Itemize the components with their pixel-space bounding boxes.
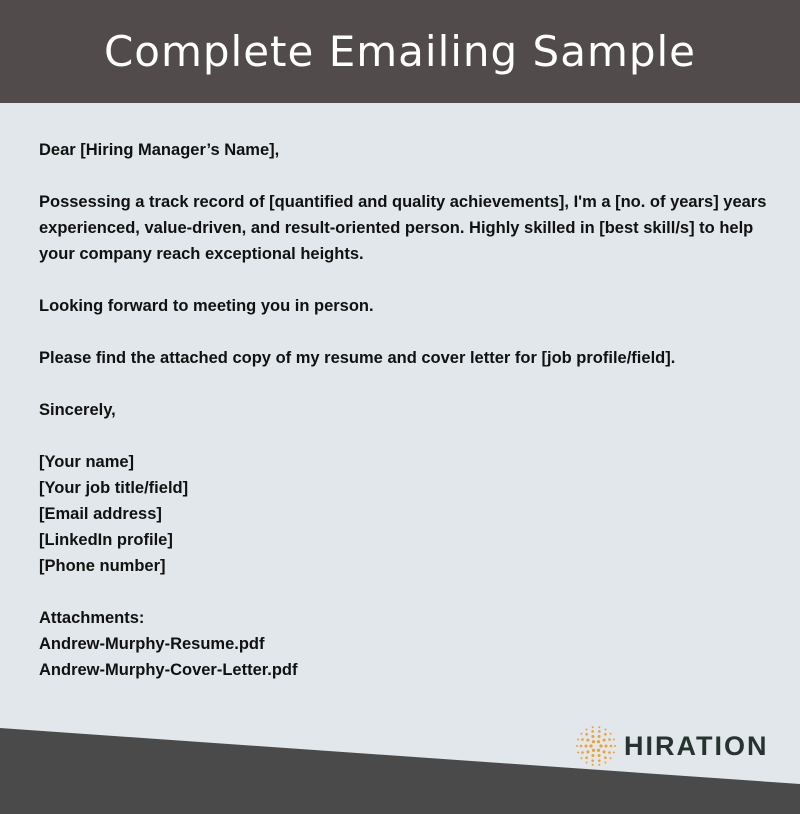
logo-dot — [585, 745, 588, 748]
salutation: Dear [Hiring Manager’s Name], — [39, 141, 280, 159]
body-paragraph-2: Looking forward to meeting you in person. — [39, 297, 374, 315]
logo-dot — [605, 761, 607, 763]
logo-dot — [598, 764, 600, 766]
logo-dot — [592, 764, 594, 766]
signature-email: [Email address] — [39, 505, 162, 523]
logo-dot — [591, 754, 594, 757]
logo-dot — [605, 745, 608, 748]
logo-dot — [591, 759, 594, 762]
logo-text: HIRATION — [624, 730, 769, 761]
signature-phone: [Phone number] — [39, 557, 166, 575]
logo-dot — [586, 761, 588, 763]
logo-dot — [604, 733, 607, 736]
logo-dot — [598, 726, 600, 728]
logo-dot — [597, 749, 600, 752]
attachments-label: Attachments: — [39, 609, 145, 627]
closing: Sincerely, — [39, 401, 116, 419]
logo-dot — [581, 738, 584, 741]
logo-dot — [608, 751, 611, 754]
logo-dot — [610, 745, 613, 748]
logo-dot — [580, 745, 583, 748]
logo-dot — [598, 759, 601, 762]
signature-job-title: [Your job title/field] — [39, 479, 189, 497]
logo-dot — [585, 756, 588, 759]
body-paragraph-3: Please find the attached copy of my resume and cover letter for [job profile/field]. — [39, 349, 676, 367]
logo-dot — [576, 745, 578, 747]
logo-dot — [577, 739, 579, 741]
logo-dot — [598, 754, 601, 757]
signature-name: [Your name] — [39, 453, 135, 471]
signature-linkedin: [LinkedIn profile] — [39, 531, 173, 549]
logo-dot — [586, 729, 588, 731]
logo-dot — [598, 730, 601, 733]
header-banner — [0, 0, 800, 103]
logo-dot — [603, 750, 606, 753]
logo-dot — [580, 733, 582, 735]
logo-dot — [605, 729, 607, 731]
logo-dot — [580, 757, 582, 759]
logo-dot — [589, 744, 592, 747]
logo-dot — [598, 735, 601, 738]
attachment-cover-letter: Andrew-Murphy-Cover-Letter.pdf — [39, 661, 298, 679]
logo-dot — [604, 756, 607, 759]
sunburst-dots-icon — [576, 726, 616, 766]
attachment-resume: Andrew-Murphy-Resume.pdf — [39, 635, 265, 653]
body-paragraph-1: Possessing a track record of [quantified and quality achievements], I'm a [no. of years] years experienced, value-driven, and result-oriented person. Highly skilled in [best skill/s] to help your company reach exceptional heights. — [39, 193, 767, 263]
logo-dot — [577, 751, 579, 753]
logo-dot — [613, 751, 615, 753]
logo-dot — [603, 739, 606, 742]
page-title: Complete Emailing Sample — [103, 27, 697, 76]
hiration-logo — [576, 726, 769, 766]
logo-dot — [585, 733, 588, 736]
logo-dot — [592, 726, 594, 728]
logo-dot — [613, 739, 615, 741]
logo-dot — [608, 738, 611, 741]
logo-dot — [599, 744, 602, 747]
logo-dot — [586, 750, 589, 753]
logo-dot — [610, 733, 612, 735]
email-letter — [39, 137, 769, 683]
logo-dot — [591, 730, 594, 733]
logo-dot — [591, 735, 594, 738]
logo-dot — [614, 745, 616, 747]
logo-dot — [592, 740, 595, 743]
logo-dot — [597, 740, 600, 743]
logo-dot — [586, 739, 589, 742]
logo-dot — [581, 751, 584, 754]
logo-dot — [610, 757, 612, 759]
logo-dot — [592, 749, 595, 752]
